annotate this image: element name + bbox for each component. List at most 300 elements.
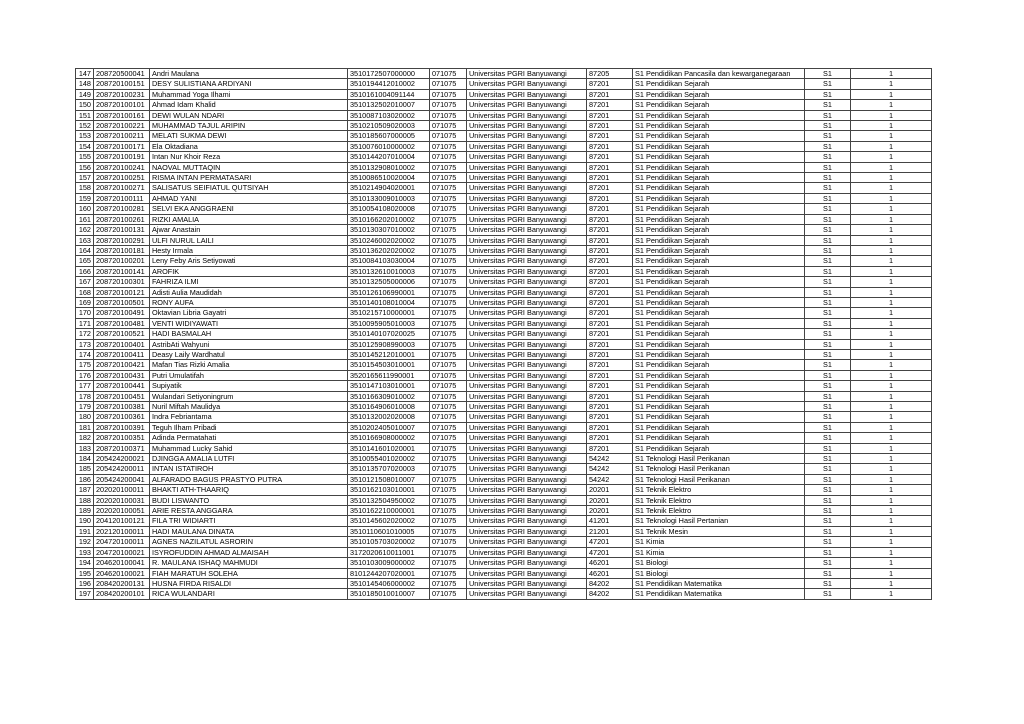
cell-row-number: 194 [76,558,94,568]
cell-count: 1 [851,349,932,359]
cell-program-code: 21201 [587,526,633,536]
cell-row-number: 171 [76,318,94,328]
cell-count: 1 [851,412,932,422]
table-row [76,568,932,578]
cell-level: S1 [805,173,851,183]
cell-nik: 3510162210000001 [348,506,430,516]
table-row [76,318,932,328]
cell-program-code: 87201 [587,381,633,391]
cell-institution-name: Universitas PGRI Banyuwangi [467,516,587,526]
cell-nik: 3510166309010002 [348,391,430,401]
student-table [75,68,932,600]
cell-level: S1 [805,225,851,235]
cell-student-name: Hesty Irmala [150,245,348,255]
table-row [76,433,932,443]
cell-student-name: HUSNA FIRDA RISALDI [150,578,348,588]
cell-level: S1 [805,506,851,516]
cell-institution-code: 071075 [430,474,467,484]
cell-institution-code: 071075 [430,568,467,578]
cell-level: S1 [805,412,851,422]
cell-level: S1 [805,183,851,193]
cell-program-code: 87201 [587,245,633,255]
cell-count: 1 [851,454,932,464]
cell-program-name: S1 Pendidikan Sejarah [633,277,805,287]
table-row [76,339,932,349]
cell-institution-code: 071075 [430,329,467,339]
cell-count: 1 [851,495,932,505]
cell-institution-name: Universitas PGRI Banyuwangi [467,381,587,391]
cell-student-name: VENTI WIDIYAWATI [150,318,348,328]
cell-program-code: 87201 [587,297,633,307]
cell-row-number: 152 [76,121,94,131]
cell-student-id: 208720100361 [94,412,150,422]
table-row [76,173,932,183]
cell-student-id: 208720100241 [94,162,150,172]
cell-level: S1 [805,443,851,453]
cell-student-name: Teguh Ilham Pribadi [150,422,348,432]
cell-student-name: INTAN ISTATIROH [150,464,348,474]
cell-program-name: S1 Pendidikan Sejarah [633,422,805,432]
cell-institution-name: Universitas PGRI Banyuwangi [467,558,587,568]
table-row [76,589,932,599]
cell-nik: 3510132502010007 [348,100,430,110]
cell-student-id: 208720100221 [94,121,150,131]
cell-program-code: 87201 [587,193,633,203]
cell-student-id: 208420200101 [94,589,150,599]
cell-level: S1 [805,568,851,578]
cell-institution-name: Universitas PGRI Banyuwangi [467,589,587,599]
cell-institution-code: 071075 [430,69,467,79]
cell-student-id: 208720100381 [94,402,150,412]
cell-nik: 3510055401020002 [348,454,430,464]
cell-student-name: AGNES NAZILATUL ASRORIN [150,537,348,547]
cell-row-number: 192 [76,537,94,547]
cell-count: 1 [851,381,932,391]
cell-program-code: 87201 [587,349,633,359]
cell-program-code: 87201 [587,308,633,318]
cell-student-id: 208720100501 [94,297,150,307]
cell-institution-code: 071075 [430,100,467,110]
cell-program-code: 20201 [587,495,633,505]
cell-nik: 3510214904020001 [348,183,430,193]
cell-student-id: 204620100041 [94,558,150,568]
cell-level: S1 [805,277,851,287]
cell-count: 1 [851,225,932,235]
cell-institution-code: 071075 [430,121,467,131]
cell-row-number: 153 [76,131,94,141]
cell-row-number: 175 [76,360,94,370]
cell-program-code: 87201 [587,225,633,235]
cell-nik: 3510185010010007 [348,589,430,599]
cell-institution-code: 071075 [430,204,467,214]
cell-institution-name: Universitas PGRI Banyuwangi [467,339,587,349]
cell-student-id: 208420200131 [94,578,150,588]
cell-student-name: Mafan Tias Rizki Amalia [150,360,348,370]
cell-nik: 3510105703020002 [348,537,430,547]
cell-program-name: S1 Pendidikan Sejarah [633,370,805,380]
cell-student-name: RICA WULANDARI [150,589,348,599]
cell-nik: 3510162103010001 [348,485,430,495]
cell-student-id: 208720100161 [94,110,150,120]
cell-row-number: 150 [76,100,94,110]
cell-nik: 3510145602020002 [348,516,430,526]
cell-row-number: 158 [76,183,94,193]
cell-count: 1 [851,173,932,183]
table-row [76,214,932,224]
cell-row-number: 180 [76,412,94,422]
cell-institution-code: 071075 [430,495,467,505]
cell-row-number: 161 [76,214,94,224]
cell-nik: 3510145406000002 [348,578,430,588]
cell-institution-code: 071075 [430,110,467,120]
cell-row-number: 173 [76,339,94,349]
cell-level: S1 [805,308,851,318]
cell-row-number: 156 [76,162,94,172]
cell-institution-code: 071075 [430,454,467,464]
cell-student-id: 208720100491 [94,308,150,318]
cell-program-name: S1 Teknologi Hasil Perikanan [633,464,805,474]
cell-nik: 3510144207010004 [348,152,430,162]
cell-nik: 3510141601020001 [348,443,430,453]
cell-student-id: 208720100391 [94,422,150,432]
cell-count: 1 [851,370,932,380]
cell-student-name: FIAH MARATUH SOLEHA [150,568,348,578]
cell-row-number: 164 [76,245,94,255]
cell-institution-name: Universitas PGRI Banyuwangi [467,360,587,370]
cell-nik: 3510135707020003 [348,464,430,474]
cell-count: 1 [851,297,932,307]
cell-nik: 3510125908990003 [348,339,430,349]
cell-program-code: 87201 [587,256,633,266]
cell-institution-name: Universitas PGRI Banyuwangi [467,89,587,99]
cell-level: S1 [805,131,851,141]
cell-program-name: S1 Pendidikan Sejarah [633,152,805,162]
cell-student-name: SELVI EKA ANGGRAENI [150,204,348,214]
cell-program-code: 87201 [587,100,633,110]
cell-row-number: 177 [76,381,94,391]
cell-count: 1 [851,89,932,99]
cell-count: 1 [851,121,932,131]
table-row [76,256,932,266]
cell-level: S1 [805,526,851,536]
table-row [76,235,932,245]
table-row [76,110,932,120]
cell-program-code: 54242 [587,474,633,484]
cell-program-name: S1 Pendidikan Sejarah [633,89,805,99]
cell-institution-code: 071075 [430,193,467,203]
cell-program-name: S1 Pendidikan Sejarah [633,214,805,224]
cell-program-name: S1 Kimia [633,547,805,557]
cell-student-id: 208720100171 [94,141,150,151]
cell-institution-name: Universitas PGRI Banyuwangi [467,121,587,131]
cell-count: 1 [851,235,932,245]
cell-student-name: Muhammad Lucky Sahid [150,443,348,453]
cell-row-number: 195 [76,568,94,578]
cell-institution-code: 071075 [430,173,467,183]
table-row [76,422,932,432]
table-row [76,193,932,203]
cell-institution-name: Universitas PGRI Banyuwangi [467,235,587,245]
cell-count: 1 [851,526,932,536]
cell-institution-code: 071075 [430,308,467,318]
cell-count: 1 [851,69,932,79]
cell-program-code: 87201 [587,204,633,214]
table-row [76,89,932,99]
cell-level: S1 [805,454,851,464]
cell-level: S1 [805,547,851,557]
cell-institution-name: Universitas PGRI Banyuwangi [467,277,587,287]
cell-level: S1 [805,235,851,245]
cell-program-name: S1 Pendidikan Sejarah [633,339,805,349]
cell-institution-name: Universitas PGRI Banyuwangi [467,578,587,588]
cell-student-name: ISYROFUDDIN AHMAD ALMAISAH [150,547,348,557]
cell-count: 1 [851,443,932,453]
cell-program-name: S1 Pendidikan Sejarah [633,443,805,453]
cell-student-name: ULFI NURUL LAILI [150,235,348,245]
cell-level: S1 [805,100,851,110]
cell-student-id: 208720100121 [94,287,150,297]
cell-nik: 3510133009010003 [348,193,430,203]
cell-count: 1 [851,391,932,401]
cell-institution-code: 071075 [430,422,467,432]
cell-row-number: 147 [76,69,94,79]
cell-institution-code: 071075 [430,214,467,224]
cell-program-name: S1 Pendidikan Pancasila dan kewarganegaraan [633,69,805,79]
cell-level: S1 [805,79,851,89]
cell-institution-name: Universitas PGRI Banyuwangi [467,173,587,183]
cell-program-code: 87201 [587,235,633,245]
cell-program-code: 87201 [587,339,633,349]
cell-institution-code: 071075 [430,277,467,287]
cell-row-number: 191 [76,526,94,536]
cell-program-name: S1 Teknik Elektro [633,485,805,495]
cell-count: 1 [851,256,932,266]
cell-count: 1 [851,131,932,141]
table-row [76,412,932,422]
cell-level: S1 [805,339,851,349]
cell-student-id: 208720100251 [94,173,150,183]
cell-count: 1 [851,79,932,89]
cell-institution-name: Universitas PGRI Banyuwangi [467,297,587,307]
cell-student-id: 208720100101 [94,100,150,110]
cell-institution-code: 071075 [430,225,467,235]
cell-institution-code: 071075 [430,516,467,526]
cell-program-code: 87201 [587,370,633,380]
cell-level: S1 [805,402,851,412]
table-row [76,69,932,79]
cell-institution-name: Universitas PGRI Banyuwangi [467,225,587,235]
cell-student-id: 204720100021 [94,547,150,557]
cell-nik: 3510110601010005 [348,526,430,536]
cell-count: 1 [851,474,932,484]
cell-count: 1 [851,568,932,578]
cell-institution-code: 071075 [430,79,467,89]
cell-level: S1 [805,329,851,339]
cell-institution-name: Universitas PGRI Banyuwangi [467,464,587,474]
cell-level: S1 [805,360,851,370]
cell-row-number: 188 [76,495,94,505]
cell-institution-code: 071075 [430,152,467,162]
cell-student-name: FILA TRI WIDIARTI [150,516,348,526]
cell-program-code: 47201 [587,547,633,557]
cell-program-name: S1 Pendidikan Sejarah [633,110,805,120]
cell-student-id: 202020100031 [94,495,150,505]
table-row [76,370,932,380]
cell-program-code: 54242 [587,454,633,464]
cell-student-id: 208720100271 [94,183,150,193]
table-row [76,245,932,255]
cell-row-number: 182 [76,433,94,443]
cell-student-name: Andri Maulana [150,69,348,79]
cell-nik: 3510166202010002 [348,214,430,224]
cell-nik: 3520165611990001 [348,370,430,380]
cell-institution-name: Universitas PGRI Banyuwangi [467,506,587,516]
cell-student-id: 205424200011 [94,464,150,474]
table-row [76,402,932,412]
cell-level: S1 [805,422,851,432]
cell-count: 1 [851,537,932,547]
cell-institution-name: Universitas PGRI Banyuwangi [467,412,587,422]
cell-nik: 3510103009000002 [348,558,430,568]
cell-level: S1 [805,245,851,255]
table-row [76,578,932,588]
cell-program-code: 84202 [587,578,633,588]
cell-institution-name: Universitas PGRI Banyuwangi [467,349,587,359]
cell-program-name: S1 Pendidikan Sejarah [633,308,805,318]
table-row [76,79,932,89]
cell-institution-name: Universitas PGRI Banyuwangi [467,141,587,151]
cell-count: 1 [851,266,932,276]
cell-institution-code: 071075 [430,318,467,328]
cell-nik: 3510145212010001 [348,349,430,359]
cell-institution-name: Universitas PGRI Banyuwangi [467,474,587,484]
cell-student-name: BHAKTI ATH-THAARIQ [150,485,348,495]
cell-program-name: S1 Teknik Elektro [633,506,805,516]
cell-program-code: 87201 [587,152,633,162]
cell-program-name: S1 Pendidikan Sejarah [633,349,805,359]
cell-program-name: S1 Pendidikan Sejarah [633,225,805,235]
cell-level: S1 [805,391,851,401]
cell-institution-code: 071075 [430,141,467,151]
cell-institution-name: Universitas PGRI Banyuwangi [467,110,587,120]
cell-nik: 3510130307010002 [348,225,430,235]
cell-count: 1 [851,547,932,557]
cell-program-code: 20201 [587,506,633,516]
table-row [76,152,932,162]
cell-program-code: 20201 [587,485,633,495]
cell-program-code: 87201 [587,287,633,297]
cell-student-name: MELATI SUKMA DEWI [150,131,348,141]
cell-student-name: MUHAMMAD TAJUL ARIPIN [150,121,348,131]
table-row [76,204,932,214]
cell-student-name: Nuril Miftah Maulidya [150,402,348,412]
cell-nik: 3510140108010004 [348,297,430,307]
cell-nik: 3510132002020008 [348,412,430,422]
cell-institution-name: Universitas PGRI Banyuwangi [467,547,587,557]
cell-institution-code: 071075 [430,589,467,599]
cell-student-id: 208720100151 [94,79,150,89]
cell-level: S1 [805,433,851,443]
cell-institution-name: Universitas PGRI Banyuwangi [467,131,587,141]
cell-count: 1 [851,277,932,287]
cell-nik: 3510087103020002 [348,110,430,120]
cell-program-name: S1 Pendidikan Sejarah [633,266,805,276]
cell-program-code: 46201 [587,558,633,568]
cell-student-id: 205424200021 [94,454,150,464]
cell-row-number: 187 [76,485,94,495]
cell-row-number: 197 [76,589,94,599]
cell-row-number: 151 [76,110,94,120]
cell-program-name: S1 Pendidikan Sejarah [633,121,805,131]
cell-level: S1 [805,214,851,224]
cell-row-number: 162 [76,225,94,235]
cell-program-name: S1 Kimia [633,537,805,547]
cell-program-code: 87201 [587,433,633,443]
cell-program-name: S1 Pendidikan Sejarah [633,402,805,412]
cell-program-name: S1 Pendidikan Matematika [633,589,805,599]
cell-institution-name: Universitas PGRI Banyuwangi [467,193,587,203]
cell-program-name: S1 Pendidikan Sejarah [633,183,805,193]
table-row [76,100,932,110]
cell-student-id: 202020100051 [94,506,150,516]
table-row [76,297,932,307]
cell-institution-name: Universitas PGRI Banyuwangi [467,526,587,536]
cell-student-name: Ela Oktadiana [150,141,348,151]
cell-program-code: 87205 [587,69,633,79]
cell-institution-code: 071075 [430,235,467,245]
table-row [76,162,932,172]
cell-row-number: 189 [76,506,94,516]
cell-student-name: Indra Febriantama [150,412,348,422]
cell-institution-code: 071075 [430,412,467,422]
cell-level: S1 [805,193,851,203]
cell-student-id: 208720500041 [94,69,150,79]
cell-program-name: S1 Pendidikan Sejarah [633,360,805,370]
cell-nik: 3510140107020025 [348,329,430,339]
cell-nik: 3510132610010003 [348,266,430,276]
cell-nik: 3510185607000005 [348,131,430,141]
cell-program-code: 47201 [587,537,633,547]
cell-row-number: 166 [76,266,94,276]
cell-row-number: 160 [76,204,94,214]
cell-nik: 3510164906010008 [348,402,430,412]
cell-row-number: 186 [76,474,94,484]
cell-student-id: 208720100211 [94,131,150,141]
cell-count: 1 [851,100,932,110]
cell-level: S1 [805,162,851,172]
cell-student-name: DEWI WULAN NDARI [150,110,348,120]
cell-level: S1 [805,141,851,151]
cell-student-name: Putri Umulatifah [150,370,348,380]
cell-program-name: S1 Pendidikan Sejarah [633,256,805,266]
cell-nik: 3510136202020002 [348,245,430,255]
cell-student-name: Ajwar Anastain [150,225,348,235]
cell-nik: 3510215710000001 [348,308,430,318]
cell-row-number: 176 [76,370,94,380]
cell-level: S1 [805,318,851,328]
cell-institution-code: 071075 [430,547,467,557]
cell-level: S1 [805,589,851,599]
cell-student-name: AstribAti Wahyuni [150,339,348,349]
table-row [76,516,932,526]
table-row [76,329,932,339]
cell-institution-name: Universitas PGRI Banyuwangi [467,402,587,412]
cell-student-id: 208720100261 [94,214,150,224]
cell-student-name: AROFIK [150,266,348,276]
cell-level: S1 [805,349,851,359]
cell-row-number: 169 [76,297,94,307]
cell-student-name: AHMAD YANI [150,193,348,203]
